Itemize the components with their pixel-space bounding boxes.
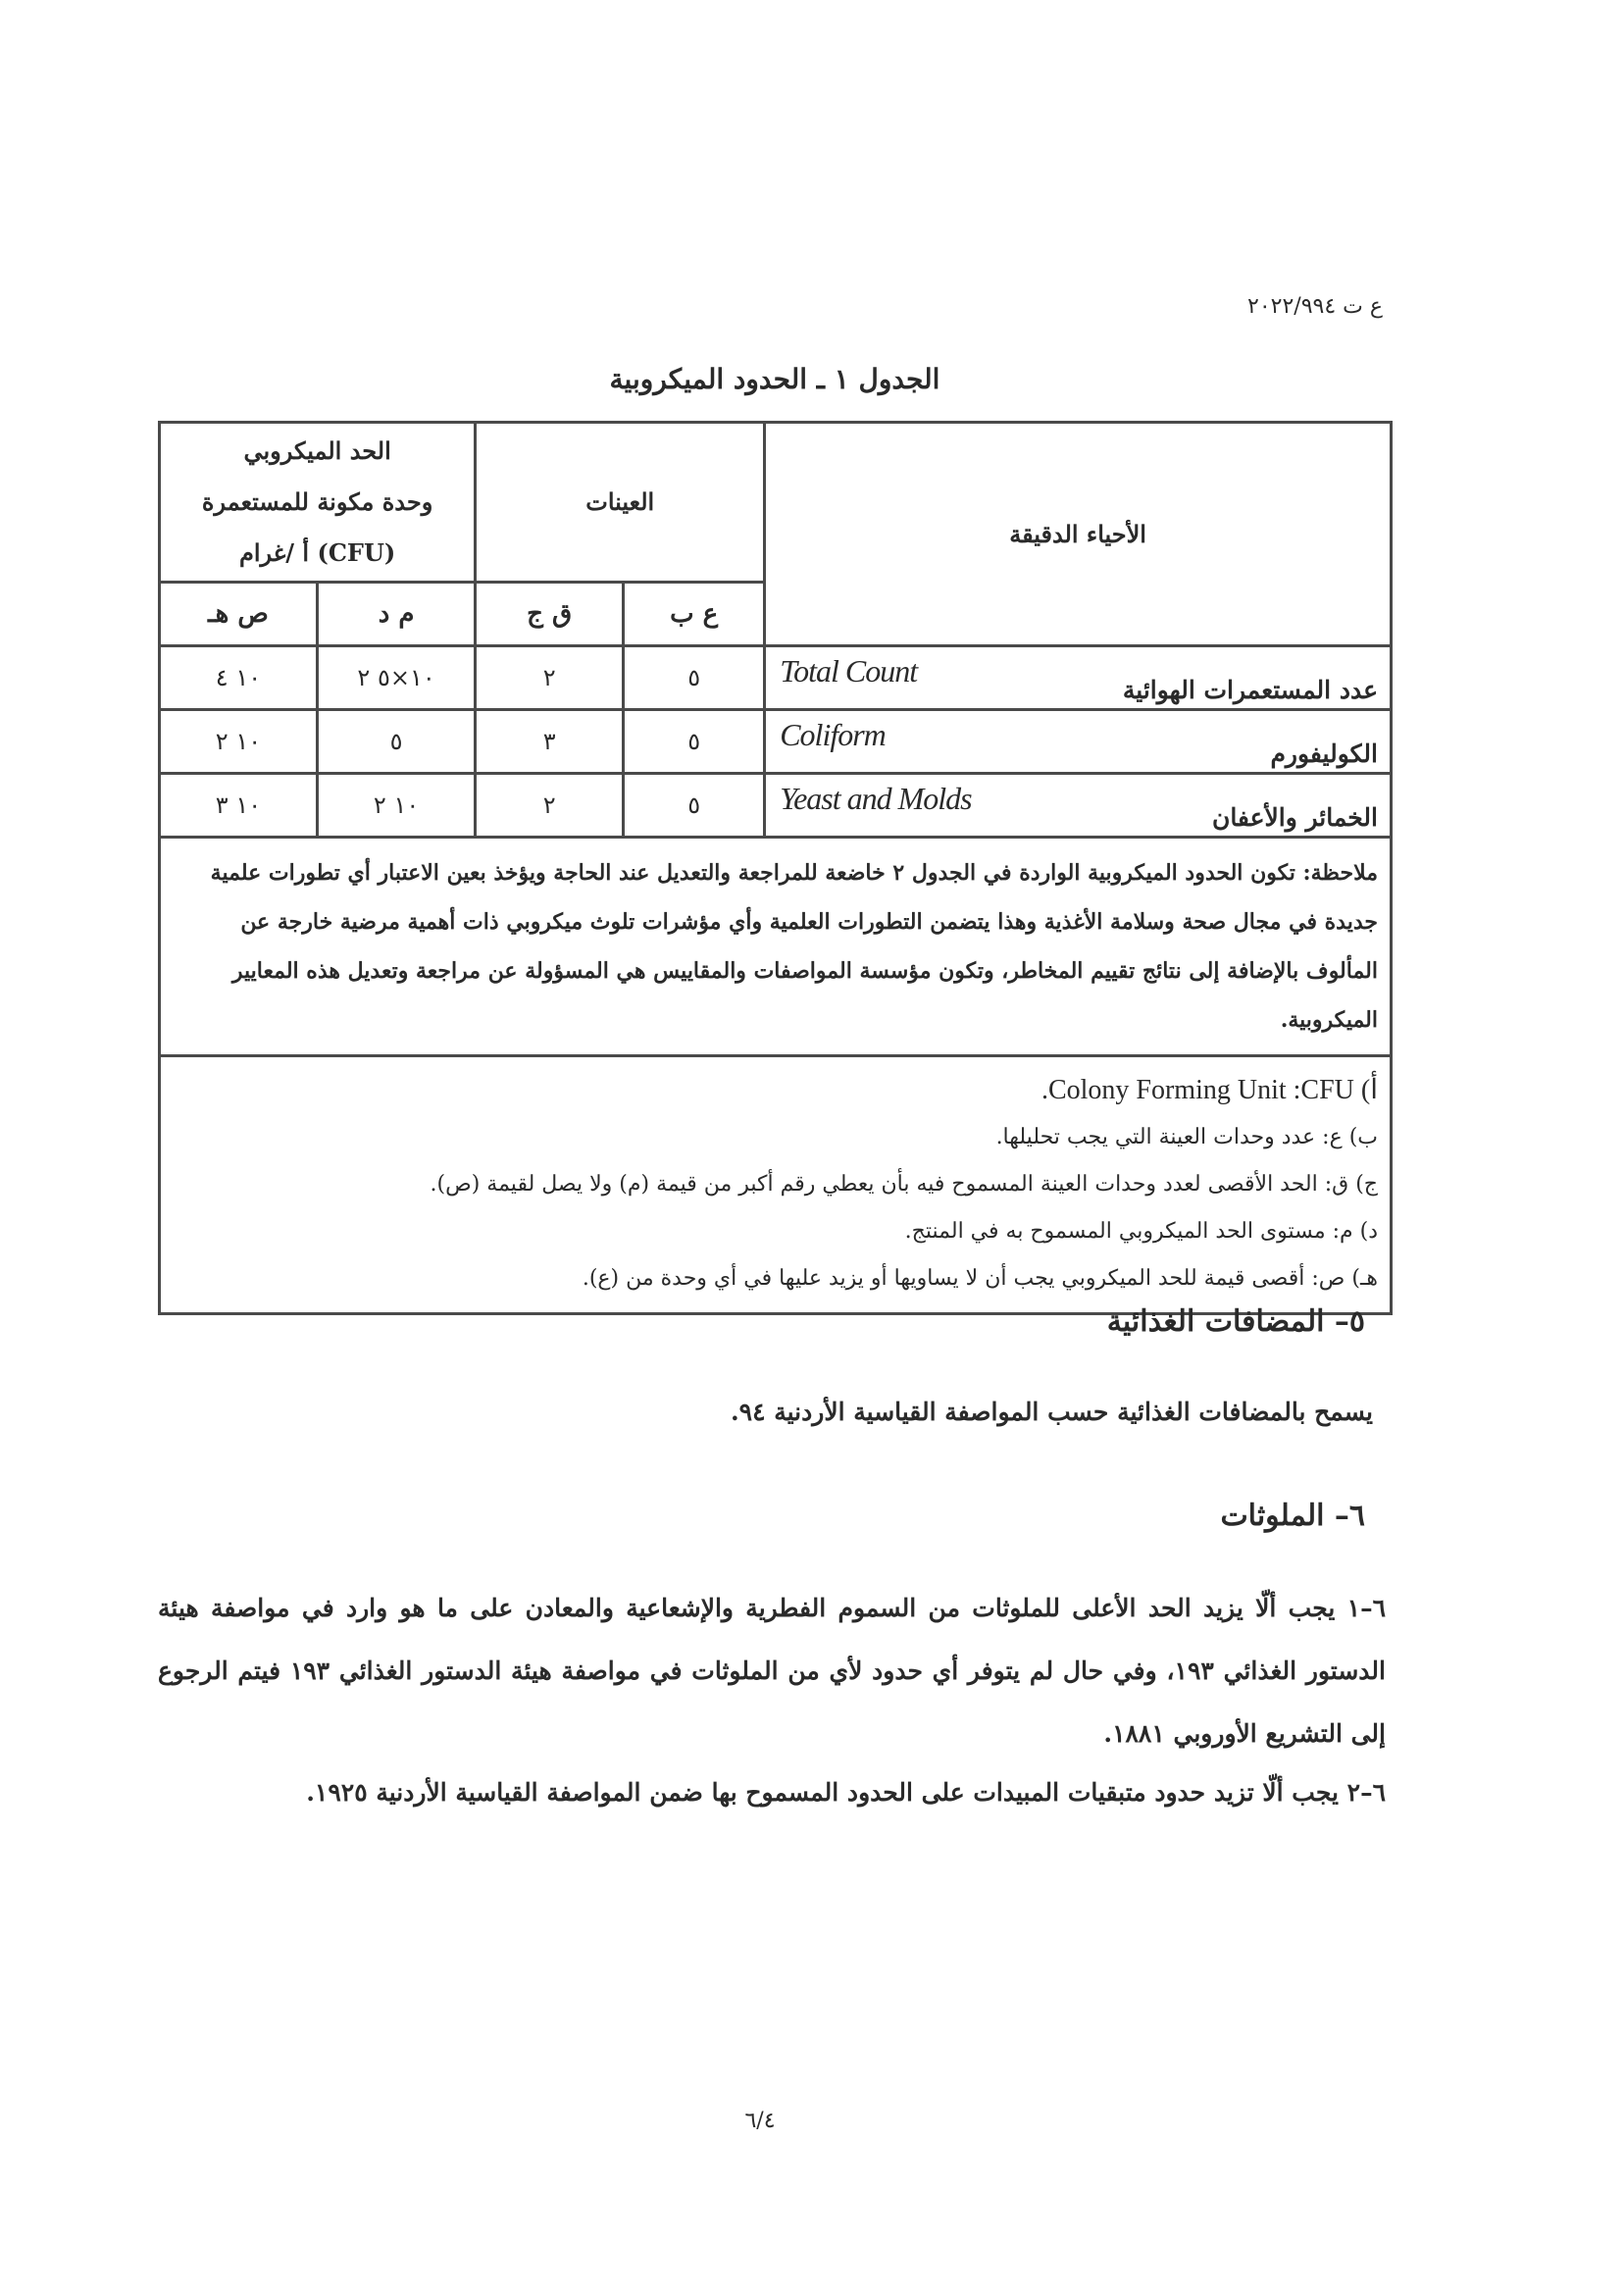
table-row	[160, 646, 1392, 710]
cell-c: ٢	[476, 774, 624, 838]
table-row	[160, 774, 1392, 838]
table-title: الجدول ١ ـ الحدود الميكروبية	[609, 363, 940, 395]
limit-line1: الحد الميكروبي	[243, 436, 391, 465]
cell-m: ٥	[317, 710, 475, 774]
header-microbial-limit	[160, 423, 476, 583]
organism-ar: الخمائر والأعفان	[1211, 803, 1378, 832]
subheader-c: ق ج	[476, 583, 624, 646]
cell-n: ٥	[624, 710, 765, 774]
organism-cell	[765, 710, 1392, 774]
cell-m: ١٠ ٢	[317, 774, 475, 838]
footnote: هـ) ص: أقصى قيمة للحد الميكروبي يجب أن لا يساويها أو يزيد عليها في أي وحدة من (ع).	[582, 1266, 1378, 1291]
subheader-M: ص هـ	[160, 583, 318, 646]
cell-M: ١٠ ٣	[160, 774, 318, 838]
section6-p1: ٦–١ يجب ألّا يزيد الحد الأعلى للملوثات من السموم الفطرية والإشعاعية والمعادن على ما هو وارد في مواصفة هيئة الدستور الغذائي ١٩٣، وفي حال لم يتوفر أي حدود لأي من الملوثات في مواصفة هيئة الدستور الغذائي ١٩٣ فيتم الرجوع إلى التشريع الأوروبي ١٨٨١.	[158, 1594, 1386, 1748]
section5-text: يسمح بالمضافات الغذائية حسب المواصفة القياسية الأردنية ٩٤.	[730, 1398, 1373, 1426]
table-row	[160, 710, 1392, 774]
subheader-n: ع ب	[624, 583, 765, 646]
cell-c: ٣	[476, 710, 624, 774]
subheader-m: م د	[317, 583, 475, 646]
document-reference: ع ت ٢٠٢٢/٩٩٤	[1247, 294, 1383, 319]
limit-line3: (CFU) أ /غرام	[238, 538, 396, 567]
section6-heading: ٦– الملوثات	[1220, 1499, 1365, 1533]
cell-n: ٥	[624, 774, 765, 838]
cell-M: ١٠ ٤	[160, 646, 318, 710]
limit-line2: وحدة مكونة للمستعمرة	[201, 487, 433, 516]
organism-ar: عدد المستعمرات الهوائية	[1122, 676, 1378, 704]
cell-c: ٢	[476, 646, 624, 710]
organism-en: Total Count	[780, 653, 918, 688]
section6-p2: ٦–٢ يجب ألّا تزيد حدود متبقيات المبيدات على الحدود المسموح بها ضمن المواصفة القياسية الأردنية ١٩٢٥.	[306, 1778, 1386, 1807]
header-samples: العينات	[476, 423, 765, 583]
footnote: ج) ق: الحد الأقصى لعدد وحدات العينة المسموح فيه بأن يعطي رقم أكبر من قيمة (م) ولا يصل لقيمة (ص).	[430, 1172, 1378, 1197]
organism-en: Coliform	[780, 717, 886, 752]
header-organisms: الأحياء الدقيقة	[765, 423, 1392, 646]
footnote: ب) ع: عدد وحدات العينة التي يجب تحليلها.	[995, 1125, 1378, 1149]
page-number: ٦/٤	[744, 2109, 776, 2133]
organism-cell	[765, 774, 1392, 838]
table-footnotes	[160, 1056, 1392, 1314]
cell-m: ١٠×٥ ٢	[317, 646, 475, 710]
footnote: أ) Colony Forming Unit :CFU.	[1040, 1075, 1378, 1105]
organism-cell	[765, 646, 1392, 710]
table-note: ملاحظة: تكون الحدود الميكروبية الواردة في الجدول ٢ خاضعة للمراجعة والتعديل عند الحاجة ويؤخذ بعين الاعتبار أي تطورات علمية جديدة في مجال صحة وسلامة الأغذية وهذا يتضمن التطورات العلمية وأي مؤشرات تلوث ميكروبي ذات أهمية مرضية خارجة عن المألوف بالإضافة إلى نتائج تقييم المخاطر، وتكون مؤسسة المواصفات والمقاييس هي المسؤولة عن مراجعة وتعديل هذه المعايير الميكروبية.	[160, 838, 1392, 1056]
footnote: د) م: مستوى الحد الميكروبي المسموح به في المنتج.	[904, 1219, 1378, 1244]
microbial-limits-table	[158, 421, 1393, 1315]
cell-M: ١٠ ٢	[160, 710, 318, 774]
section5-heading: ٥– المضافات الغذائية	[1106, 1304, 1365, 1339]
organism-ar: الكوليفورم	[1270, 739, 1378, 768]
cell-n: ٥	[624, 646, 765, 710]
organism-en: Yeast and Molds	[780, 781, 972, 816]
